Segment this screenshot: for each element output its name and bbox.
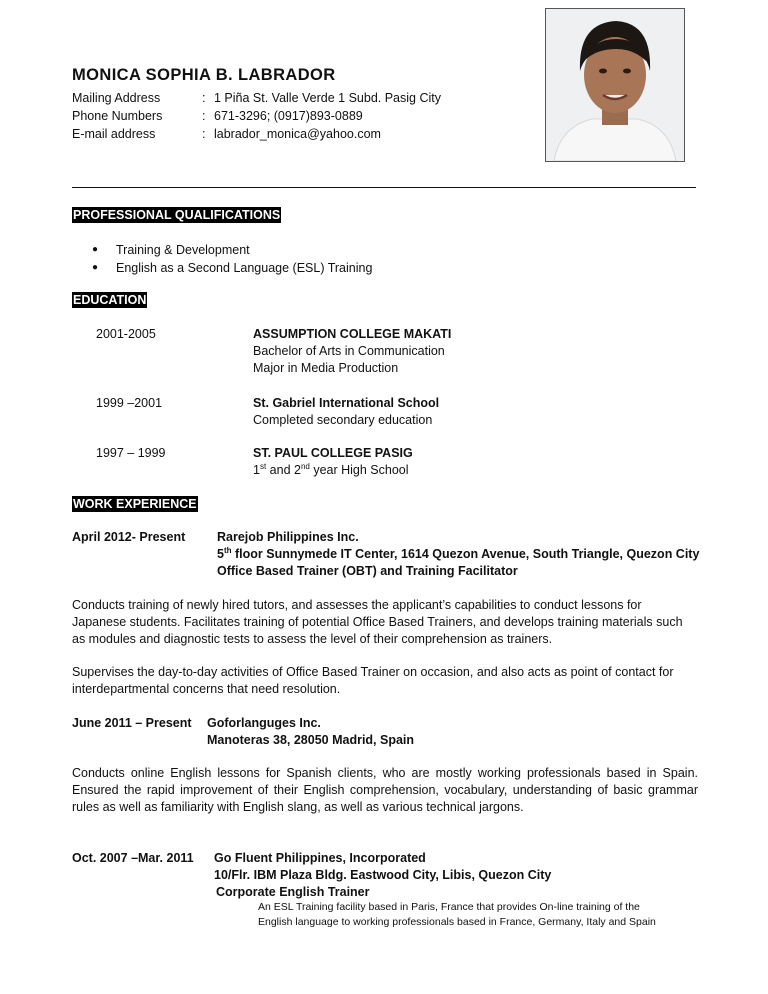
degree: Bachelor of Arts in Communication <box>253 344 445 358</box>
qualification-text: English as a Second Language (ESL) Training <box>116 261 373 275</box>
education-entry <box>253 326 451 377</box>
profile-photo <box>545 8 685 162</box>
list-item <box>92 241 372 259</box>
section-heading-work: WORK EXPERIENCE <box>73 497 197 511</box>
section-heading-education: EDUCATION <box>73 293 147 307</box>
qualification-text: Training & Development <box>116 243 250 257</box>
list-item <box>92 259 372 277</box>
header-divider <box>72 187 696 188</box>
education-entry <box>253 445 413 479</box>
job-header <box>217 529 699 580</box>
education-years: 1999 –2001 <box>96 396 163 410</box>
contact-label: Mailing Address <box>72 91 161 105</box>
job-date: Oct. 2007 –Mar. 2011 <box>72 851 194 865</box>
job-header <box>207 715 414 749</box>
education-detail: 1st and 2nd year High School <box>253 461 409 477</box>
contact-separator: : <box>202 91 206 105</box>
contact-row-phone <box>72 107 441 125</box>
contact-separator: : <box>202 109 206 123</box>
job-date: April 2012- Present <box>72 530 186 544</box>
company-name: Goforlanguges Inc. <box>207 716 321 730</box>
job-description: Conducts training of newly hired tutors, and assesses the applicant’s capabilities to conduct lessons for Japanese students. Facilitates training of potential Office Based Trainers, and develops training materials such as modules and diagnostic tests to assess the level of their comprehension as trainers. <box>72 598 683 646</box>
job-description: Conducts online English lessons for Spanish clients, who are mostly working professionals based in Spain. Ensured the rapid improvement of their English comprehension, vocabulary, understanding of basic grammar rules as well as familiarity with English slang, as well as various technical jargons. <box>72 766 698 814</box>
education-detail: Completed secondary education <box>253 413 433 427</box>
company-note <box>258 900 656 930</box>
portrait-image <box>546 9 684 161</box>
contact-row-address <box>72 89 441 107</box>
major: Major in Media Production <box>253 361 399 375</box>
school-name: ST. PAUL COLLEGE PASIG <box>253 446 413 460</box>
education-years: 1997 – 1999 <box>96 446 166 460</box>
school-name: St. Gabriel International School <box>253 396 440 410</box>
job-date: June 2011 – Present <box>72 716 192 730</box>
qualifications-list <box>92 241 372 277</box>
contact-label: E-mail address <box>72 127 156 141</box>
contact-row-email <box>72 125 441 143</box>
bullet-icon: ● <box>92 244 99 255</box>
email-address: labrador_monica@yahoo.com <box>214 127 381 141</box>
company-address: Manoteras 38, 28050 Madrid, Spain <box>207 733 415 747</box>
phone-numbers: 671-3296; (0917)893-0889 <box>214 109 363 123</box>
company-address: 10/Flr. IBM Plaza Bldg. Eastwood City, Libis, Quezon City <box>214 868 552 882</box>
contact-separator: : <box>202 127 206 141</box>
company-address: 5th floor Sunnymede IT Center, 1614 Quezon Avenue, South Triangle, Quezon City <box>217 545 700 561</box>
company-name: Go Fluent Philippines, Incorporated <box>214 851 426 865</box>
bullet-icon: ● <box>92 262 99 273</box>
job-role: Office Based Trainer (OBT) and Training Facilitator <box>217 564 518 578</box>
company-name: Rarejob Philippines Inc. <box>217 530 359 544</box>
company-note-line: An ESL Training facility based in Paris, France that provides On-line training of the <box>258 901 640 913</box>
company-note-line: English language to working professionals based in France, Germany, Italy and Spain <box>258 916 656 928</box>
education-entry <box>253 395 439 429</box>
contact-block <box>72 89 441 143</box>
job-role: Corporate English Trainer <box>216 885 370 899</box>
job-header <box>214 850 551 901</box>
job-description: Supervises the day-to-day activities of Office Based Trainer on occasion, and also acts as point of contact for interdepartmental concerns that need resolution. <box>72 665 674 696</box>
school-name: ASSUMPTION COLLEGE MAKATI <box>253 327 452 341</box>
mailing-address: 1 Piña St. Valle Verde 1 Subd. Pasig City <box>214 91 441 105</box>
education-years: 2001-2005 <box>96 327 156 341</box>
section-heading-qualifications: PROFESSIONAL QUALIFICATIONS <box>73 208 281 222</box>
applicant-name: MONICA SOPHIA B. LABRADOR <box>72 66 336 84</box>
contact-label: Phone Numbers <box>72 109 163 123</box>
